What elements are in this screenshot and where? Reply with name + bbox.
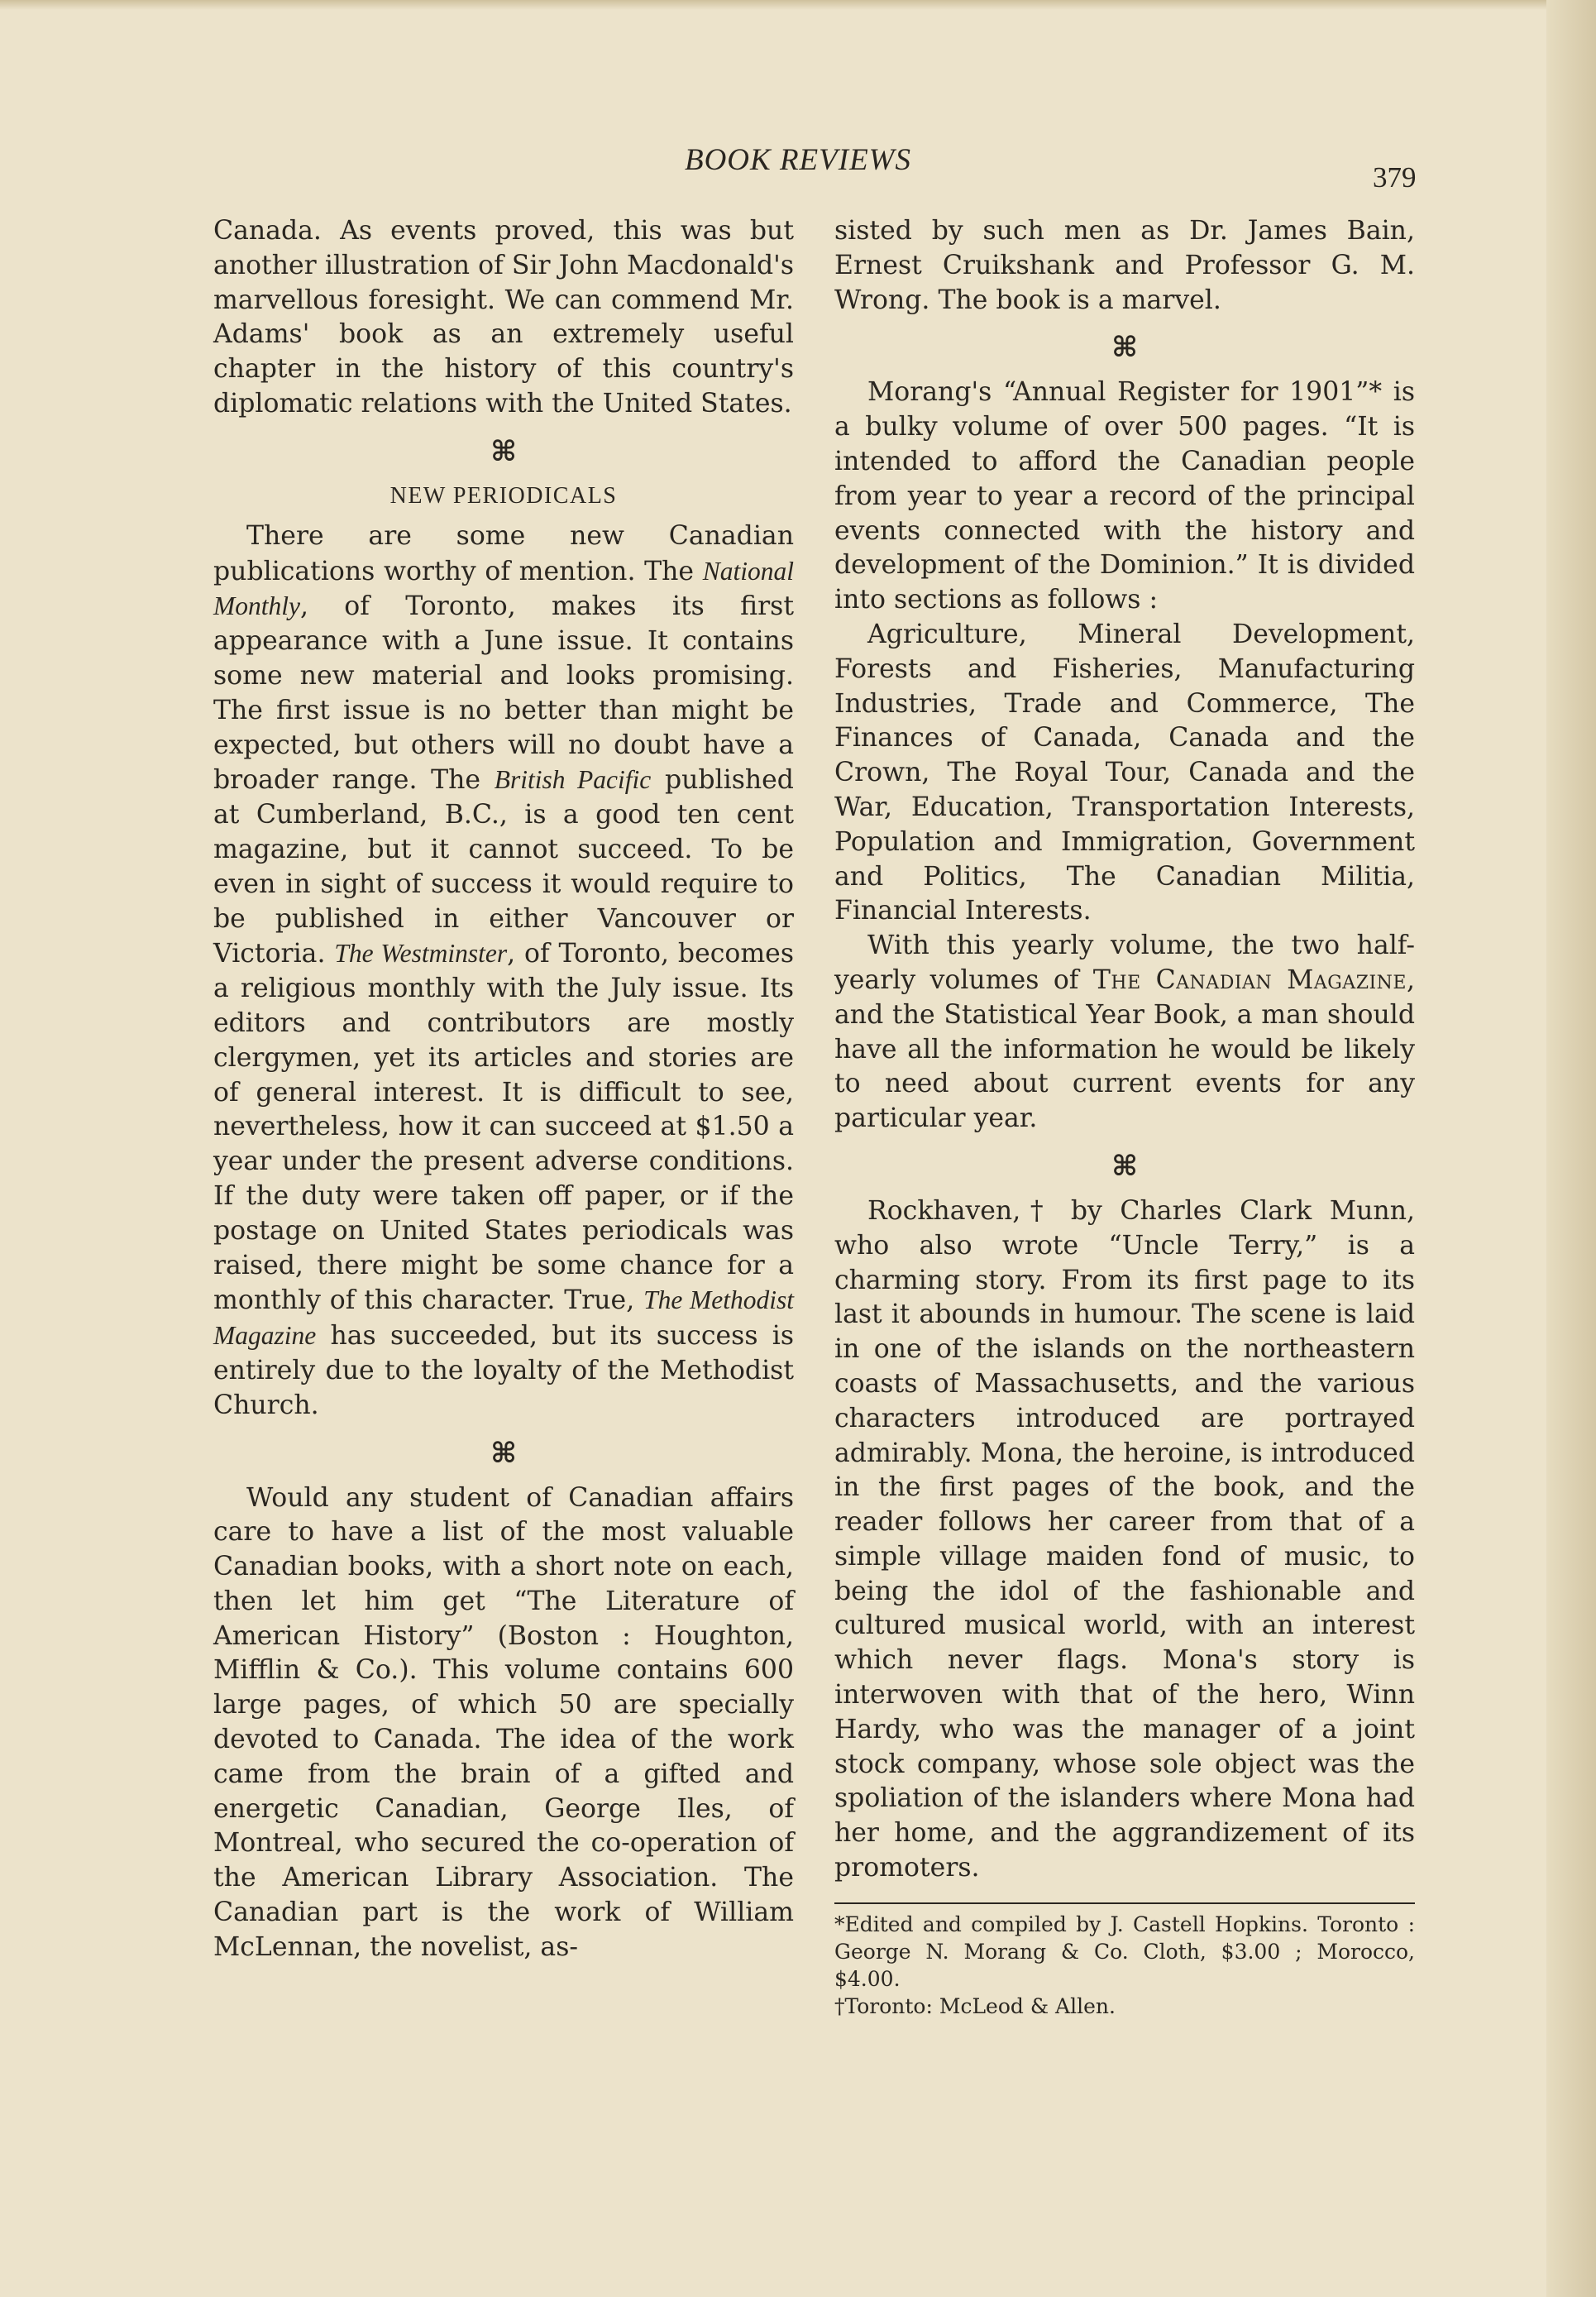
paragraph: There are some new Canadian publications worthy of mention. The National Monthly, of Toronto, makes its first appearance with a June issue. It contains some new material and looks promising. The first issue is no better than might be expected, but others will no doubt have a broader range. The British Pacific published at Cumberland, B.C., is a good ten cent magazine, but it cannot succeed. To be even in sight of success it would require to be published in either Vancouver or Victoria. The Westminster, of Toronto, becomes a religious monthly with the July issue. Its editors and contributors are mostly clergymen, yet its articles and stories are of general interest. It is difficult to see, nevertheless, how it can succeed at $1.50 a year under the present adverse conditions. If the duty were taken off paper, or if the postage on United States periodicals was raised, there might be some chance for a monthly of this character. True, The Methodist Magazine has succeeded, but its success is entirely due to the loyalty of the Methodist Church. — [213, 520, 794, 1420]
ornament-icon: ⌘ — [490, 1436, 517, 1470]
paragraph: Would any student of Canadian affairs care to have a list of the most valuable Canadian books, with a short note on each, then let him get “The Literature of American History” (Boston : Houghton, Mifflin & Co.). This volume contains 600 large pages, of which 50 are specially devoted to Canada. The idea of the work came from the brain of a gifted and energetic Canadian, George Iles, of Montreal, who secured the co-operation of the American Library Association. The Canadian part is the work of William McLennan, the novelist, as- — [213, 1482, 794, 1962]
periodical-title: National Monthly — [213, 556, 794, 621]
paragraph: With this yearly volume, the two half-yearly volumes of The Canadian Magazine, and the Statistical Year Book, a man should have all the information he would be likely to need about current events for any particular year. — [834, 931, 1415, 1134]
page-top-shadow — [0, 0, 1596, 10]
paragraph: Canada. As events proved, this was but another illustration of Sir John Macdonald's marvellous foresight. We can commend Mr. Adams' book as an extremely useful chapter in the history of this country's diplomatic relations with the United States. — [213, 216, 794, 419]
magazine-title: The Canadian Magazine — [1092, 964, 1407, 995]
periodical-title: The Westminster — [334, 939, 508, 969]
ornament-icon: ⌘ — [1111, 1149, 1138, 1183]
paragraph: Agriculture, Mineral Development, Forests and Fisheries, Manufacturing Industries, Trade and Commerce, The Finances of Canada, Canada and the Crown, The Royal Tour, Canada and the War, Education, Transportation Interests, Population and Immigration, Government and Politics, The Canadian Militia, Financial Interests. — [834, 619, 1415, 926]
left-column — [213, 214, 794, 1965]
footnote-rule — [834, 1902, 1415, 1904]
paragraph: Morang's “Annual Register for 1901”* is a bulky volume of over 500 pages. “It is intended to afford the Canadian people from year to year a record of the principal events connected with the history and development of the Dominion.” It is divided into sections as follows : — [834, 377, 1415, 615]
paragraph: sisted by such men as Dr. James Bain, Ernest Cruikshank and Professor G. M. Wrong. The book is a marvel. — [834, 216, 1415, 315]
right-column — [834, 214, 1415, 2020]
page-number: 379 — [1373, 161, 1417, 194]
running-header: BOOK REVIEWS — [684, 143, 912, 177]
page-edge — [1546, 0, 1596, 2297]
ornament-icon: ⌘ — [490, 434, 517, 468]
section-heading: NEW PERIODICALS — [389, 482, 618, 509]
ornament-icon: ⌘ — [1111, 331, 1138, 365]
periodical-title: The Methodist Magazine — [213, 1285, 794, 1351]
periodical-title: British Pacific — [494, 765, 652, 795]
paragraph: Rockhaven,† by Charles Clark Munn, who also wrote “Uncle Terry,” is a charming story. From its first page to its last it abounds in humour. The scene is laid in one of the islands on the northeastern coasts of Massachusetts, and the various characters introduced are portrayed admirably. Mona, the heroine, is introduced in the first pages of the book, and the reader follows her career from that of a simple village maiden fond of music, to being the idol of the fashionable and cultured musical world, with an interest which never flags. Mona's story is interwoven with that of the hero, Winn Hardy, who was the manager of a joint stock company, whose sole object was the spoliation of the islanders where Mona had her home, and the aggrandizement of its promoters. — [834, 1195, 1415, 1883]
footnote: †Toronto: McLeod & Allen. — [834, 1993, 1116, 2018]
footnote: *Edited and compiled by J. Castell Hopkins. Toronto : George N. Morang & Co. Cloth, $3.00 ; Morocco, $4.00. — [834, 1912, 1415, 1991]
